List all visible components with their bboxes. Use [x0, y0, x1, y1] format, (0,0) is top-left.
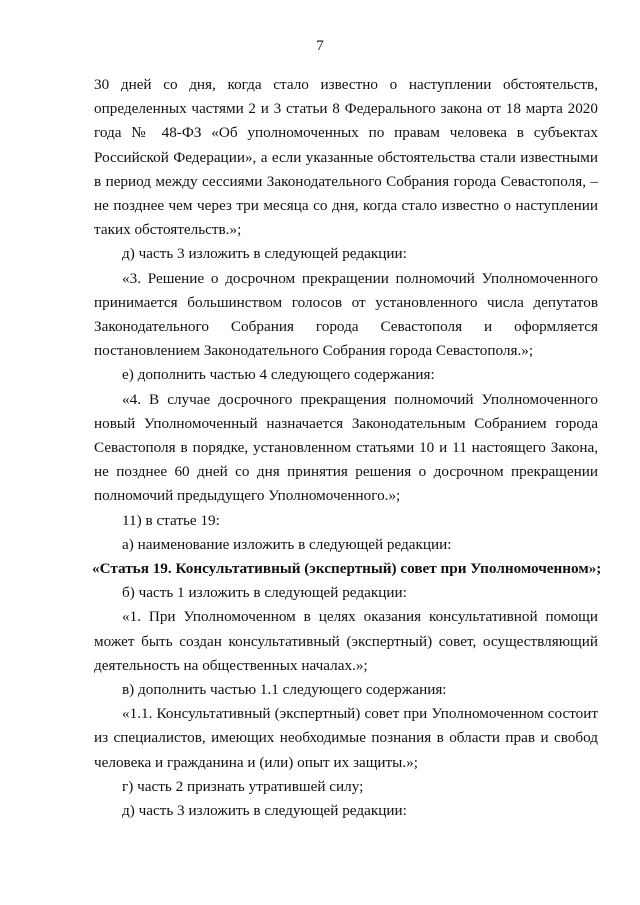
paragraph-item-d: д) часть 3 изложить в следующей редакции: — [122, 245, 407, 263]
paragraph-quote-part-4: «4. В случае досрочного прекращения полномочий Уполномоченного новый Уполномоченный назначается Законодательным Собранием города Севастополя в порядке, установленном статьями 10 и 11 настоящего Закона, не позднее 60 дней со дня принятия решения о досрочном прекращении полномочий предыдущего Уполномоченного.»; — [94, 390, 598, 505]
paragraph-item-g: г) часть 2 признать утратившей силу; — [122, 777, 364, 795]
paragraph-item-a: а) наименование изложить в следующей редакции: — [122, 535, 452, 553]
paragraph-quote-part-3: «3. Решение о досрочном прекращении полномочий Уполномоченного принимается большинством голосов от установленного числа депутатов Законодательного Собрания города Севастополя и оформляется постановлением Законодательного Собрания города Севастополя.»; — [94, 269, 598, 360]
page-number: 7 — [316, 38, 324, 54]
paragraph-quote-part-1: «1. При Уполномоченном в целях оказания консультативной помощи может быть создан консультативный (экспертный) совет, осуществляющий деятельность на общественных началах.»; — [94, 608, 598, 674]
paragraph-quote-part-1-1: «1.1. Консультативный (экспертный) совет при Уполномоченном состоит из специалистов, имеющих необходимые познания в области прав и свобод человека и гражданина и (или) опыт их защиты.»; — [94, 705, 598, 771]
paragraph-item-11: 11) в статье 19: — [122, 511, 220, 529]
article-heading: «Статья 19. Консультативный (экспертный) совет при Уполномоченном»; — [92, 560, 602, 578]
paragraph-continuation: 30 дней со дня, когда стало известно о наступлении обстоятельств, определенных частями 2 и 3 статьи 8 Федерального закона от 18 марта 2020 года № 48-ФЗ «Об уполномоченных по правам человека в субъектах Российской Федерации», а если указанные обстоятельства стали известными в период между сессиями Законодательного Собрания города Севастополя, – не позднее чем через три месяца со дня, когда стало известно о наступлении таких обстоятельств.»; — [94, 76, 598, 239]
paragraph-item-e: е) дополнить частью 4 следующего содержания: — [122, 366, 435, 384]
paragraph-item-v: в) дополнить частью 1.1 следующего содержания: — [122, 681, 447, 699]
document-body — [92, 73, 602, 823]
paragraph-item-d-2: д) часть 3 изложить в следующей редакции: — [122, 802, 407, 820]
paragraph-item-b: б) часть 1 изложить в следующей редакции: — [122, 584, 407, 602]
